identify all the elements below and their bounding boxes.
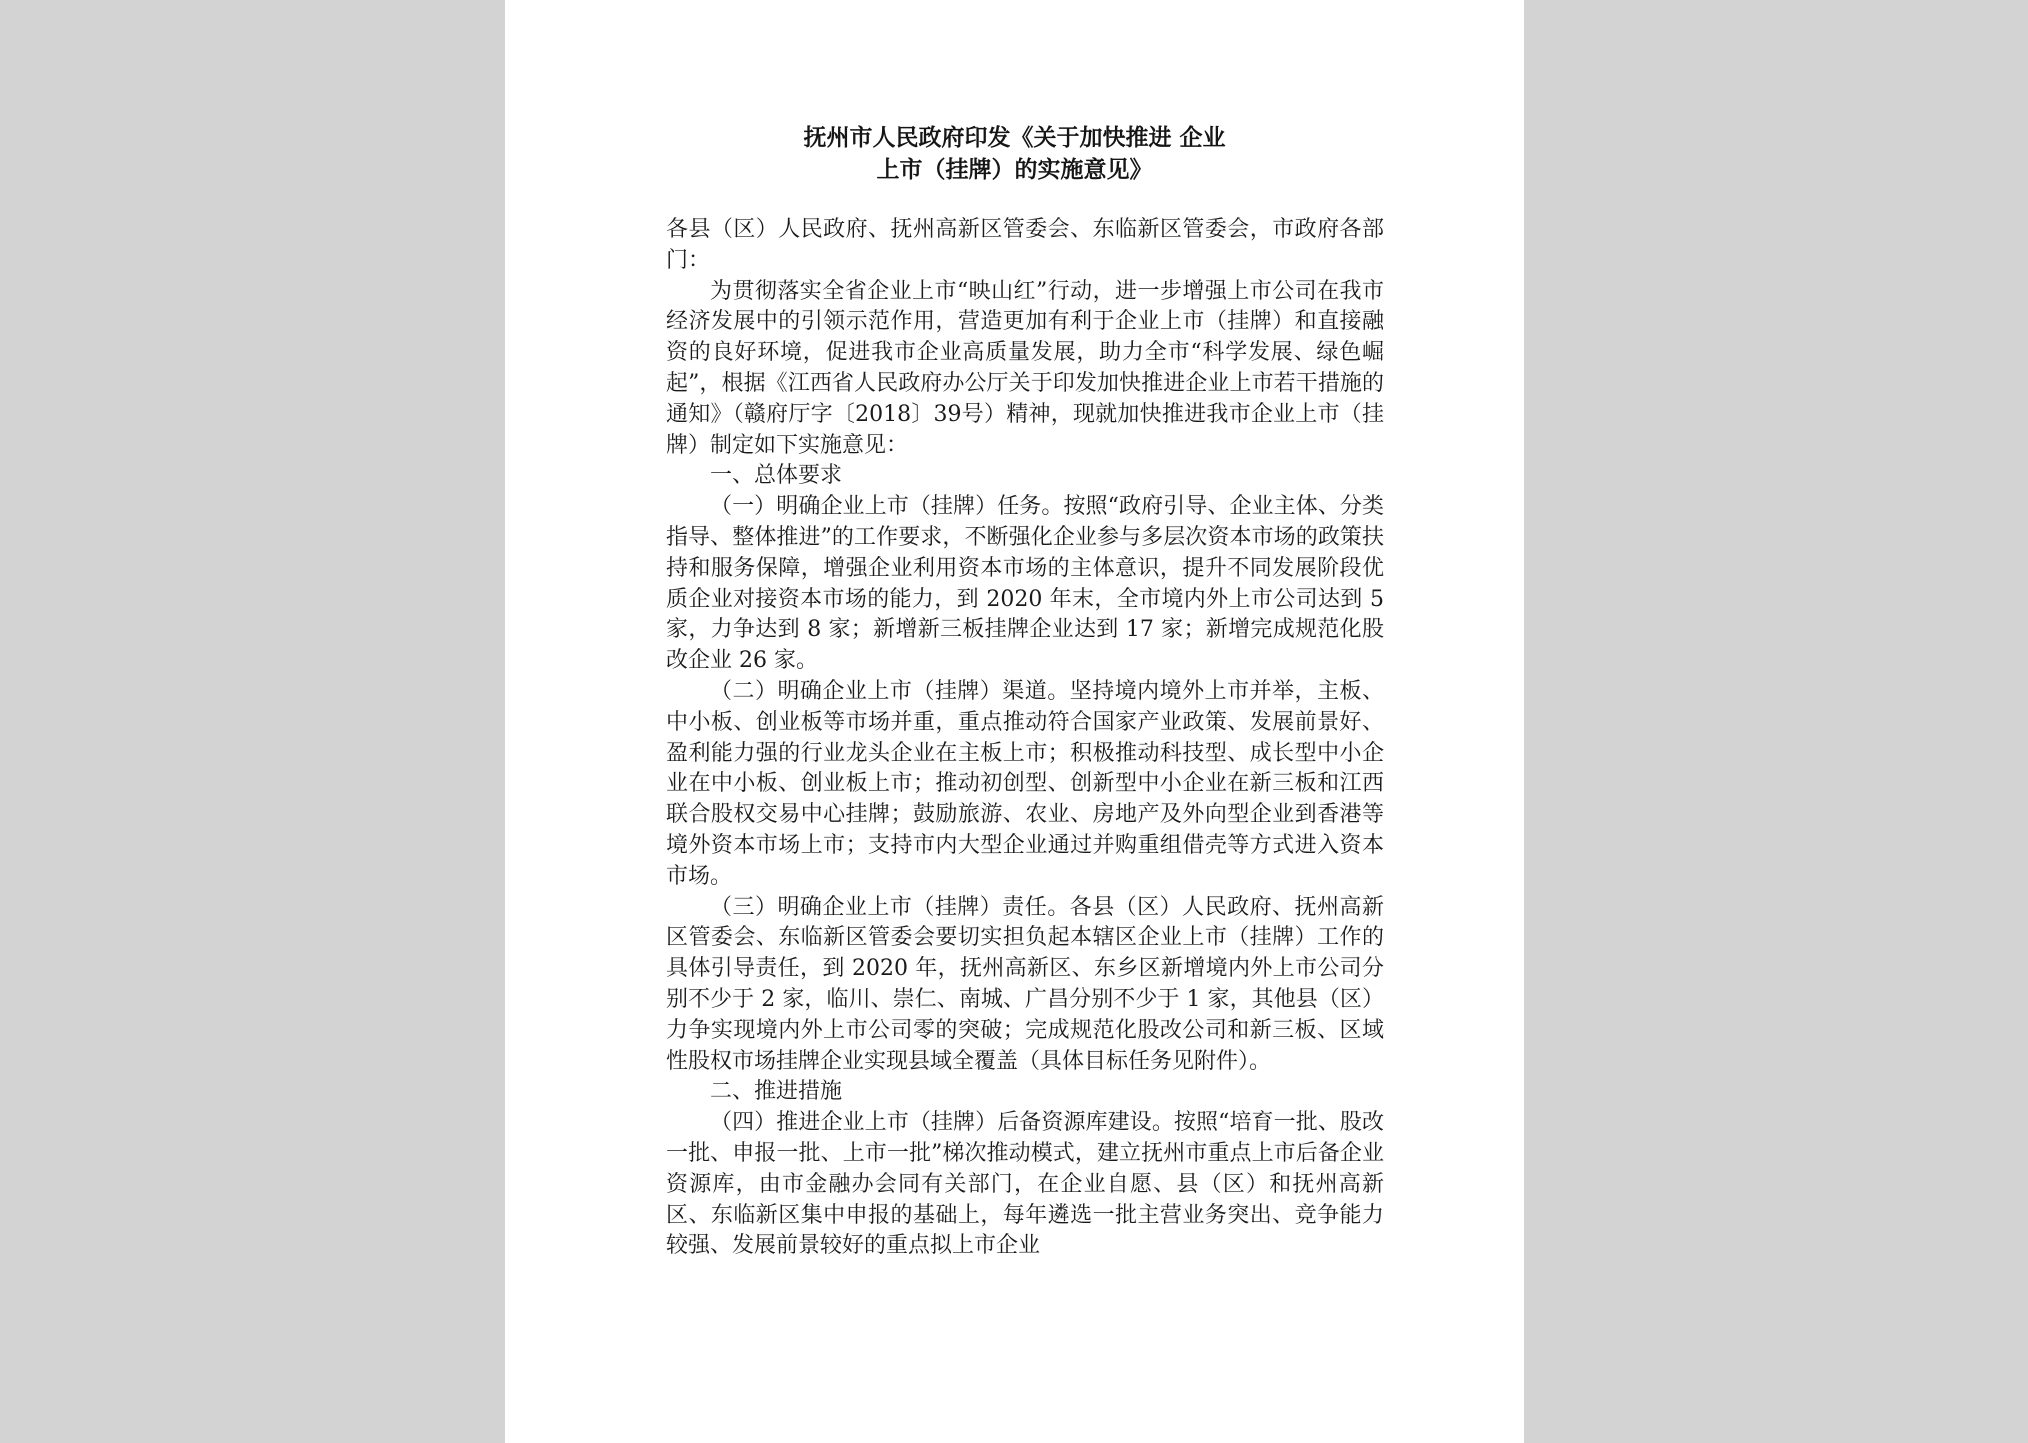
title-line-1: 抚州市人民政府印发《关于加快推进 企业 — [803, 124, 1226, 151]
salutation: 各县（区）人民政府、抚州高新区管委会、东临新区管委会，市政府各部门： — [666, 217, 1384, 273]
paragraph-4: （四）推进企业上市（挂牌）后备资源库建设。按照“培育一批、股改一批、申报一批、上市一批”梯次推动模式，建立抚州市重点上市后备企业资源库，由市金融办会同有关部门，在企业自愿、县（区）和抚州高新区、东临新区集中申报的基础上，每年遴选一批主营业务突出、竞争能力较强、发展前景较好的重点拟上市企业 — [666, 1110, 1384, 1259]
document-page — [505, 0, 1524, 1443]
paragraph-2: （二）明确企业上市（挂牌）渠道。坚持境内境外上市并举，主板、中小板、创业板等市场并重，重点推动符合国家产业政策、发展前景好、盈利能力强的行业龙头企业在主板上市；积极推动科技型、成长型中小企业在中小板、创业板上市；推动初创型、创新型中小企业在新三板和江西联合股权交易中心挂牌；鼓励旅游、农业、房地产及外向型企业到香港等境外资本市场上市；支持市内大型企业通过并购重组借壳等方式进入资本市场。 — [666, 678, 1384, 889]
paragraph-1: （一）明确企业上市（挂牌）任务。按照“政府引导、企业主体、分类指导、整体推进”的工作要求，不断强化企业参与多层次资本市场的政策扶持和服务保障，增强企业利用资本市场的主体意识，提升不同发展阶段优质企业对接资本市场的能力，到 2020 年末，全市境内外上市公司达到 5 家，力争达到 8 家；新增新三板挂牌企业达到 17 家；新增完成规范化股改企业 26 家。 — [666, 494, 1384, 674]
paragraph-3: （三）明确企业上市（挂牌）责任。各县（区）人民政府、抚州高新区管委会、东临新区管委会要切实担负起本辖区企业上市（挂牌）工作的具体引导责任，到 2020 年，抚州高新区、东乡区新增境内外上市公司分别不少于 2 家，临川、崇仁、南城、广昌分别不少于 1 家，其他县（区）力争实现境内外上市公司零的突破；完成规范化股改公司和新三板、区域性股权市场挂牌企业实现县域全覆盖（具体目标任务见附件）。 — [666, 894, 1384, 1074]
title-line-2: 上市（挂牌）的实施意见》 — [876, 156, 1153, 183]
section-heading-2: 二、推进措施 — [710, 1079, 843, 1105]
intro-paragraph: 为贯彻落实全省企业上市“映山红”行动，进一步增强上市公司在我市经济发展中的引领示范作用，营造更加有利于企业上市（挂牌）和直接融资的良好环境，促进我市企业高质量发展，助力全市“科学发展、绿色崛起”，根据《江西省人民政府办公厅关于印发加快推进企业上市若干措施的通知》（赣府厅字〔2018〕39号）精神，现就加快推进我市企业上市（挂牌）制定如下实施意见： — [666, 278, 1384, 458]
document-title — [505, 122, 1524, 186]
document-body — [666, 215, 1384, 1262]
section-heading-1: 一、总体要求 — [710, 463, 843, 489]
